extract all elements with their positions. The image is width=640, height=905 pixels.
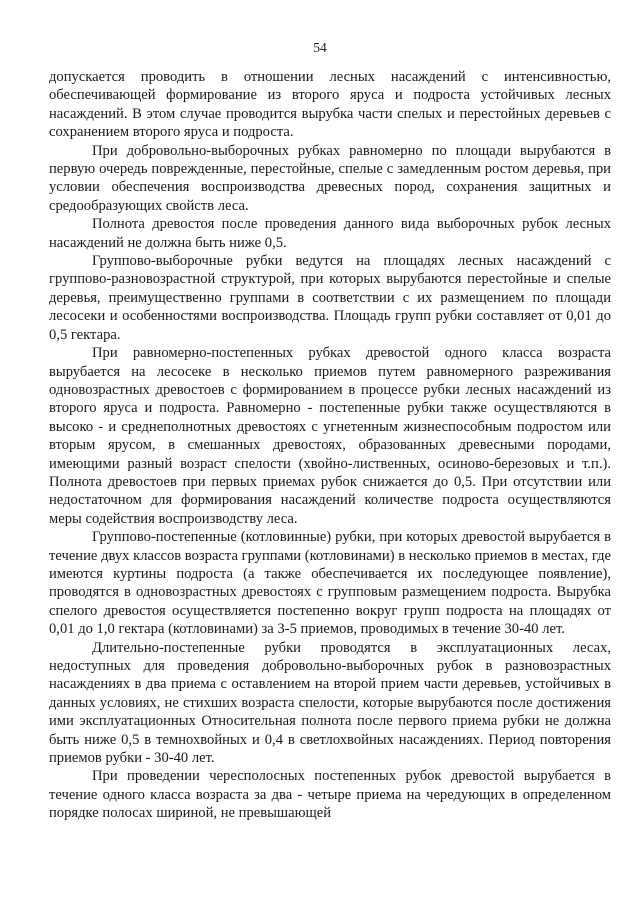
paragraph-stand-density: Полнота древостоя после проведения данного вида выборочных рубок лесных насаждений не должна быть ниже 0,5. <box>49 216 611 251</box>
paragraph-long-term-gradual-cutting: Длительно-постепенные рубки проводятся в эксплуатационных лесах, недоступных для проведения добровольно-выборочных рубок в разновозрастных насаждениях в два приема с оставлением на второй прием части деревьев, устойчивых в данных условиях, не стихших возраста спелости, которые вырубаются после достижения ими эксплуатационных Относительная полнота после первого приема рубки не должна быть ниже 0,5 в темнохвойных и 0,4 в светлохвойных насаждениях. Период повторения приемов рубки - 30-40 лет. <box>49 639 611 767</box>
paragraph-continuation: допускается проводить в отношении лесных насаждений с интенсивностью, обеспечивающей формирование из второго яруса и подроста устойчивых лесных насаждений. В этом случае проводится вырубка части спелых и перестойных деревьев с сохранением второго яруса и подроста. <box>49 69 611 141</box>
paragraph-voluntary-selective-cutting: При добровольно-выборочных рубках равномерно по площади вырубаются в первую очередь поврежденные, перестойные, спелые с замедленным ростом деревья, при условии обеспечения воспроизводства древесных пород, сохранения защитных и средообразующих свойств леса. <box>49 142 611 214</box>
page-body <box>49 68 611 823</box>
page-number: 54 <box>313 40 327 55</box>
paragraph-group-gradual-cutting: Группово-постепенные (котловинные) рубки, при которых древостой вырубается в течение двух классов возраста группами (котловинами) в несколько приемов в местах, где имеются куртины подроста (а также обеспечивается их последующее появление), проводятся в одновозрастных древостоях с групповым размещением подроста. Вырубка спелого древостоя осуществляется постепенно вокруг групп подроста на площадях от 0,01 до 1,0 гектара (котловинами) за 3-5 приемов, проводимых в течение 30-40 лет. <box>49 529 611 638</box>
paragraph-strip-gradual-cutting: При проведении чересполосных постепенных рубок древостой вырубается в течение одного класса возраста за два - четыре приема на чередующих в определенном порядке полосах шириной, не превышающей <box>49 768 611 822</box>
paragraph-group-selective-cutting: Группово-выборочные рубки ведутся на площадях лесных насаждений с группово-разновозрастной структурой, при которых вырубаются перестойные и спелые деревья, преимущественно группами в соответствии с их размещением по площади лесосеки и особенностями воспроизводства. Площадь групп рубки составляет от 0,01 до 0,5 гектара. <box>49 253 611 343</box>
paragraph-uniform-gradual-cutting: При равномерно-постепенных рубках древостой одного класса возраста вырубается на лесосеке в несколько приемов путем равномерного разреживания одновозрастных древостоев с формированием в процессе рубки лесных насаждений из второго яруса и подроста. Равномерно - постепенные рубки также осуществляются в высоко - и среднеполнотных древостоях с угнетенным жизнеспособным подростом или вторым ярусом, в смешанных древостоях, образованных древесными породами, имеющими разный возраст спелости (хвойно-лиственных, осиново-березовых и т.п.). Полнота древостоев при первых приемах рубок снижается до 0,5. При отсутствии или недостаточном для формирования насаждений количестве подроста осуществляются меры содействия воспроизводству леса. <box>49 345 611 527</box>
